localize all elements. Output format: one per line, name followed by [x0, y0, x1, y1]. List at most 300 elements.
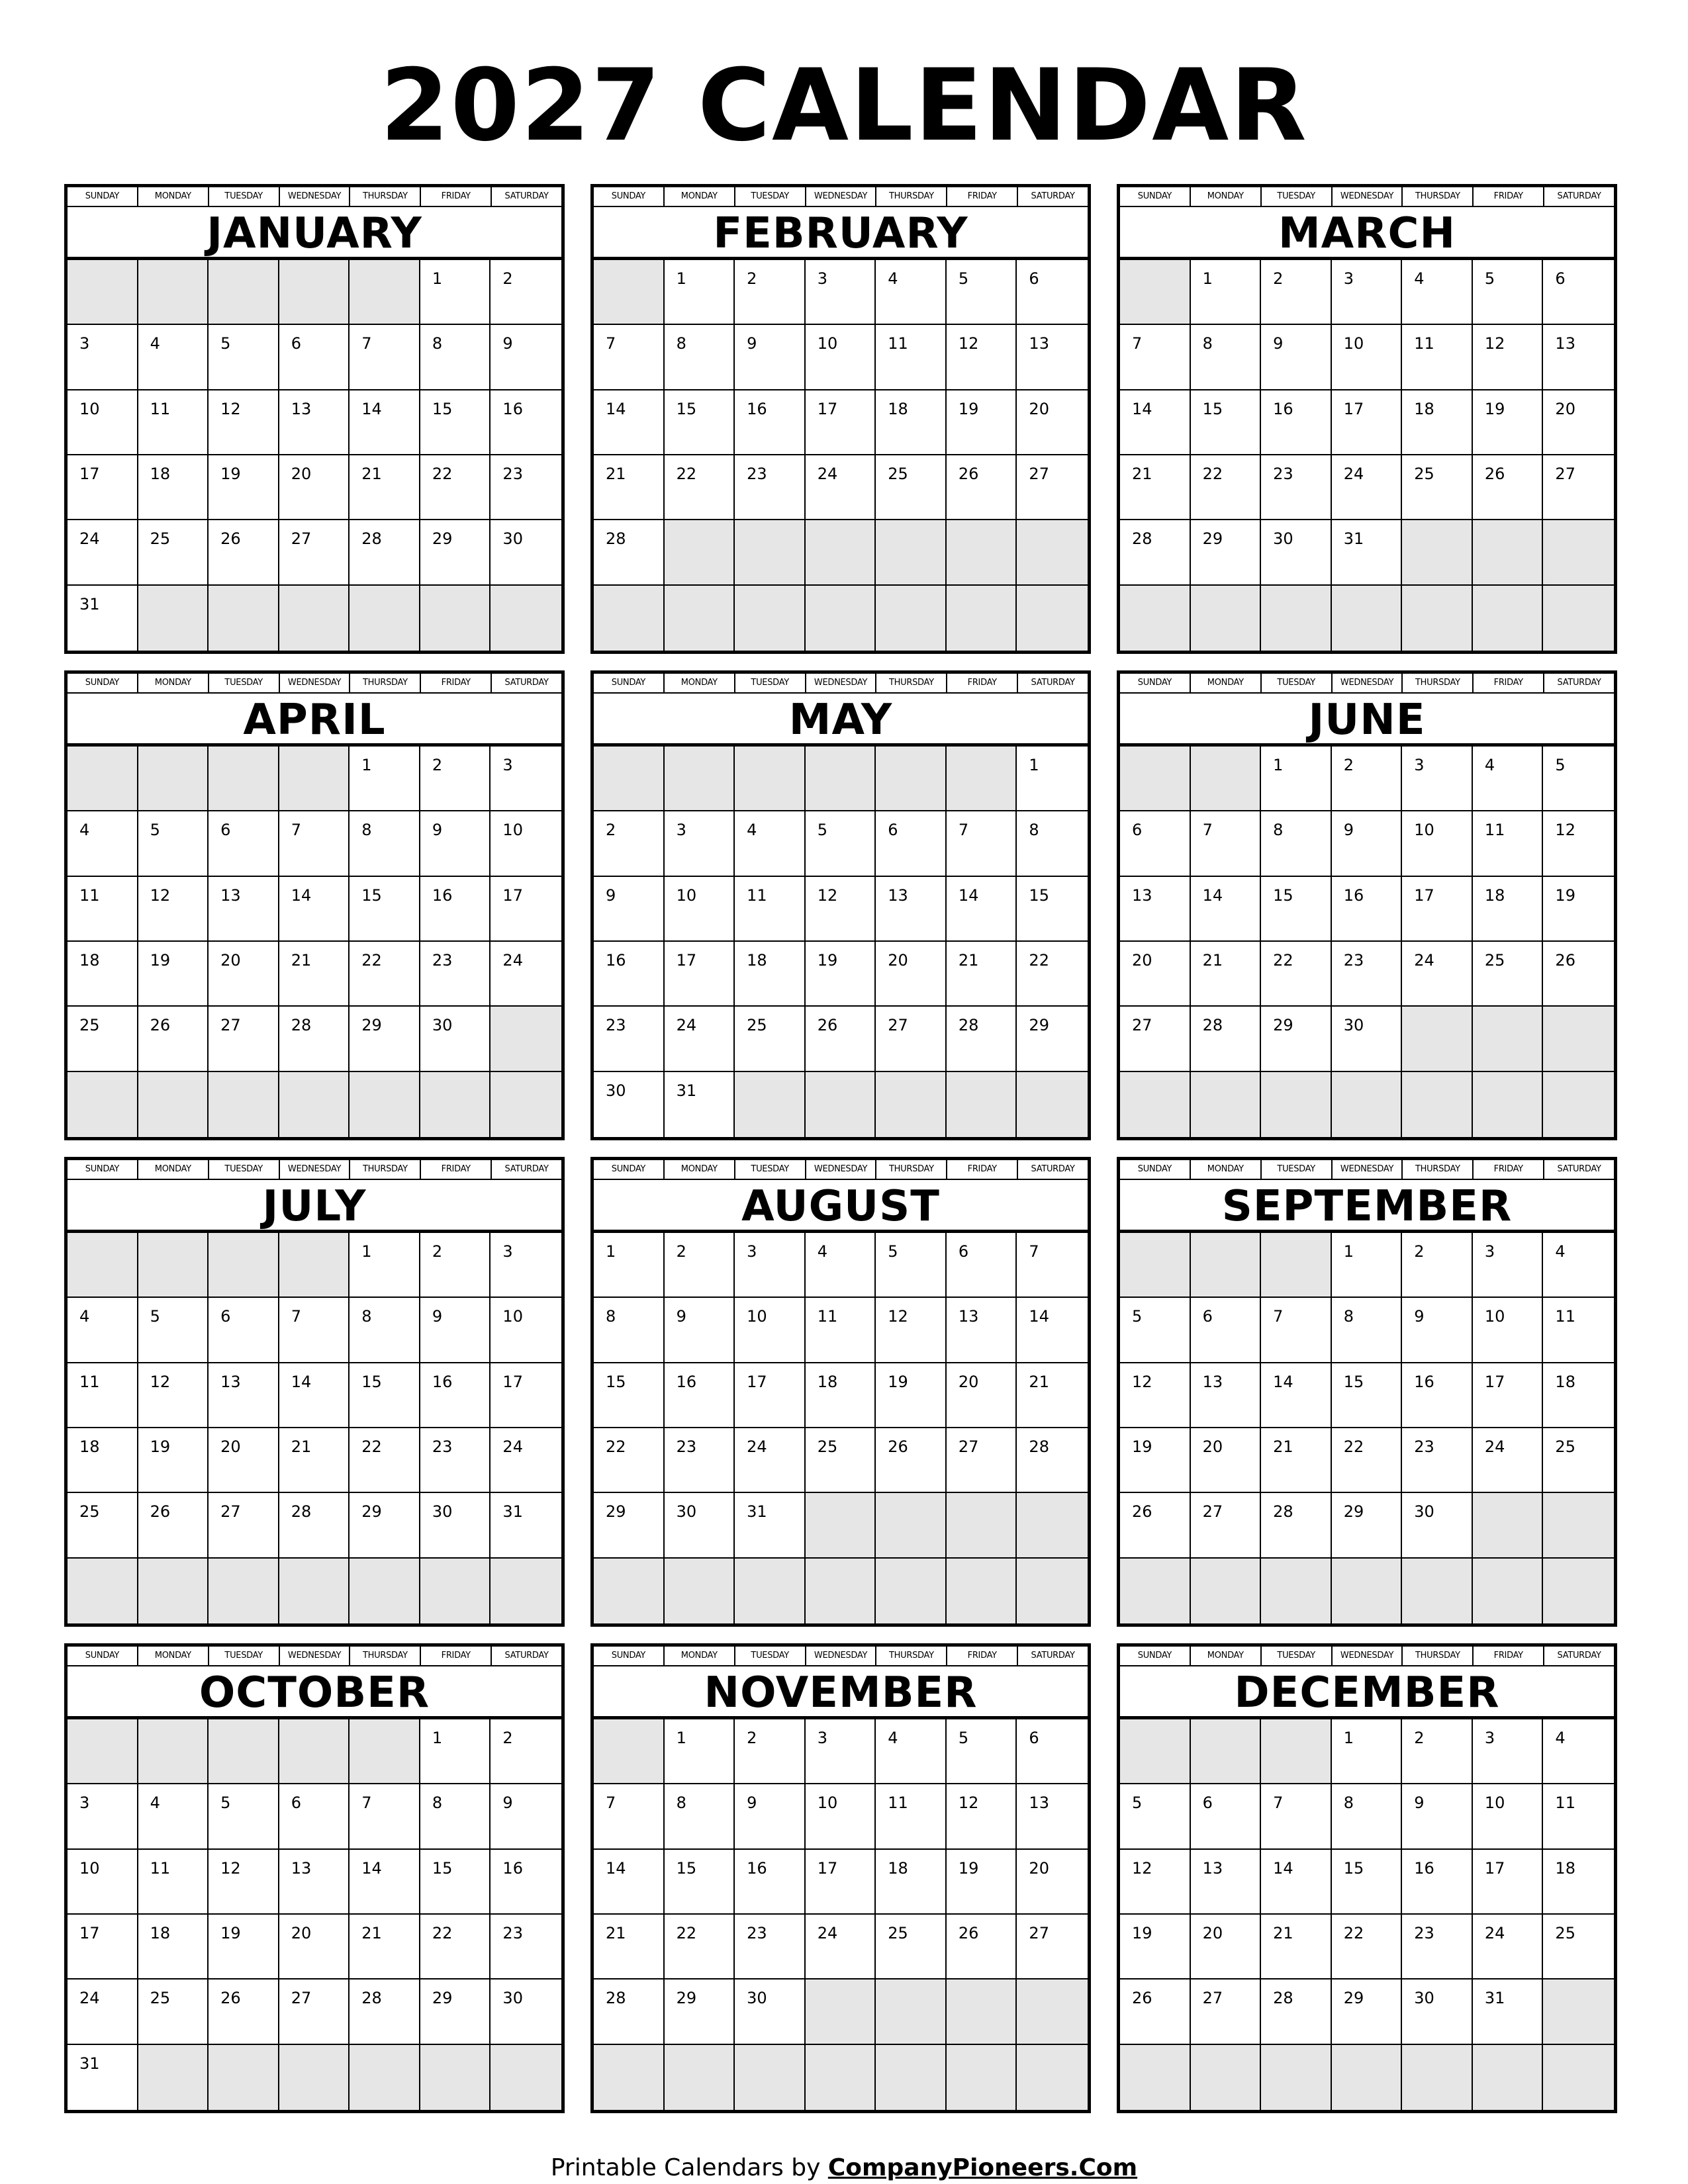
day-cell [1473, 390, 1544, 455]
day-cell [138, 1493, 209, 1558]
empty-day-cell [138, 1559, 209, 1623]
empty-day-cell [665, 747, 735, 811]
empty-day-cell [947, 747, 1017, 811]
day-cell [350, 1007, 420, 1071]
day-number: 18 [79, 1437, 100, 1456]
day-cell [1543, 942, 1614, 1007]
weekday-label: MONDAY [665, 187, 735, 206]
day-number: 4 [1555, 1242, 1566, 1261]
day-number: 3 [79, 334, 90, 353]
weekday-label: SATURDAY [1557, 1164, 1601, 1174]
day-number: 2 [676, 1242, 686, 1261]
day-number: 29 [1273, 1016, 1293, 1035]
empty-day-cell [350, 2045, 420, 2110]
day-cell [665, 1493, 735, 1558]
day-number: 17 [1484, 1372, 1505, 1391]
weekday-header-row [1120, 1160, 1614, 1180]
day-cell [594, 1233, 665, 1298]
day-number: 8 [1343, 1794, 1354, 1813]
day-cell [1332, 390, 1403, 455]
day-number: 21 [361, 465, 382, 483]
day-cell [1261, 1850, 1332, 1915]
day-cell [1543, 1784, 1614, 1849]
day-cell [279, 1363, 350, 1428]
day-cell [279, 520, 350, 585]
day-cell [1191, 1298, 1262, 1363]
day-cell [947, 390, 1017, 455]
weekday-label: FRIDAY [421, 674, 492, 692]
day-number: 3 [817, 269, 827, 288]
weekday-header-row [68, 1647, 561, 1666]
day-cell [68, 1428, 138, 1493]
empty-day-cell [665, 1559, 735, 1623]
empty-day-cell [876, 1072, 947, 1137]
day-cell [350, 390, 420, 455]
day-cell [665, 1915, 735, 1979]
day-number: 13 [958, 1307, 979, 1326]
day-cell [1332, 1719, 1403, 1784]
day-cell [1191, 1784, 1262, 1849]
weekday-label: FRIDAY [947, 1160, 1018, 1179]
day-number: 30 [1343, 1016, 1364, 1035]
day-cell [735, 1719, 806, 1784]
day-cell [1191, 942, 1262, 1007]
day-number: 23 [606, 1016, 626, 1035]
day-number: 20 [1029, 1858, 1049, 1878]
day-cell [876, 811, 947, 876]
day-cell [735, 1493, 806, 1558]
empty-day-cell [1261, 1072, 1332, 1137]
day-cell [1332, 260, 1403, 325]
day-number: 20 [1202, 1437, 1223, 1456]
day-cell [1543, 1428, 1614, 1493]
day-number: 19 [817, 951, 838, 970]
empty-day-cell [68, 1233, 138, 1298]
weekday-label: WEDNESDAY [1333, 674, 1403, 692]
footer-brand-link[interactable]: CompanyPioneers.Com [827, 2154, 1138, 2181]
day-grid [68, 260, 561, 651]
month-february [590, 184, 1091, 654]
day-number: 15 [361, 886, 382, 905]
day-number: 31 [676, 1081, 697, 1100]
month-name: JANUARY [68, 207, 561, 260]
day-number: 17 [1484, 1858, 1505, 1878]
day-number: 2 [1414, 1242, 1425, 1261]
day-number: 28 [291, 1016, 312, 1035]
day-number: 19 [220, 1924, 241, 1942]
day-cell [1473, 1298, 1544, 1363]
empty-day-cell [1332, 1072, 1403, 1137]
day-cell [68, 586, 138, 651]
weekday-label: THURSDAY [350, 1160, 421, 1179]
day-cell [209, 877, 279, 942]
empty-day-cell [876, 1559, 947, 1623]
day-cell [68, 1979, 138, 2044]
day-cell [491, 1493, 561, 1558]
day-cell [209, 325, 279, 390]
empty-day-cell [1402, 520, 1473, 585]
day-number: 7 [1273, 1794, 1284, 1813]
day-number: 8 [1273, 821, 1284, 840]
day-cell [1473, 1784, 1544, 1849]
day-number: 2 [606, 821, 616, 840]
day-cell [1261, 520, 1332, 585]
day-number: 23 [1414, 1437, 1434, 1456]
day-cell [594, 1915, 665, 1979]
day-number: 21 [1273, 1924, 1293, 1942]
day-cell [420, 811, 491, 876]
day-number: 5 [150, 1307, 160, 1326]
weekday-label: SUNDAY [68, 674, 138, 692]
day-number: 16 [1273, 399, 1293, 418]
empty-day-cell [947, 586, 1017, 651]
weekday-label: SATURDAY [1557, 678, 1601, 688]
empty-day-cell [420, 2045, 491, 2110]
day-cell [735, 1784, 806, 1849]
day-cell [491, 747, 561, 811]
day-number: 20 [291, 1924, 312, 1942]
day-number: 9 [606, 886, 616, 905]
day-cell [350, 455, 420, 520]
empty-day-cell [735, 1559, 806, 1623]
day-number: 22 [432, 1924, 453, 1942]
day-number: 9 [1273, 334, 1284, 353]
day-number: 14 [1273, 1858, 1293, 1878]
weekday-label: SATURDAY [1031, 678, 1075, 688]
day-cell [594, 1979, 665, 2044]
day-cell [1261, 260, 1332, 325]
day-cell [1332, 1428, 1403, 1493]
day-cell [1402, 1233, 1473, 1298]
weekday-label: FRIDAY [421, 1160, 492, 1179]
empty-day-cell [1332, 586, 1403, 651]
day-cell [594, 1784, 665, 1849]
day-cell [1017, 325, 1088, 390]
day-number: 27 [220, 1016, 241, 1035]
day-number: 4 [79, 1307, 90, 1326]
empty-day-cell [1543, 586, 1614, 651]
empty-day-cell [279, 260, 350, 325]
day-cell [138, 390, 209, 455]
month-november [590, 1643, 1091, 2113]
day-number: 15 [361, 1372, 382, 1391]
day-number: 11 [888, 1794, 908, 1813]
day-number: 5 [1555, 756, 1566, 774]
day-number: 20 [291, 465, 312, 483]
day-number: 29 [432, 1989, 453, 2008]
day-number: 12 [220, 1858, 241, 1878]
day-cell [1261, 1363, 1332, 1428]
day-number: 18 [1414, 399, 1434, 418]
day-number: 21 [1273, 1437, 1293, 1456]
day-cell [1332, 1363, 1403, 1428]
day-cell [209, 1915, 279, 1979]
day-number: 31 [79, 594, 100, 614]
day-number: 2 [747, 269, 757, 288]
weekday-label: THURSDAY [1403, 674, 1474, 692]
day-cell [1402, 1428, 1473, 1493]
empty-day-cell [1017, 2045, 1088, 2110]
day-cell [1017, 1850, 1088, 1915]
day-number: 23 [502, 465, 523, 483]
day-number: 10 [1343, 334, 1364, 353]
day-number: 4 [888, 1729, 898, 1747]
day-cell [1402, 1915, 1473, 1979]
day-cell [735, 1915, 806, 1979]
weekday-label: SUNDAY [1120, 187, 1191, 206]
day-cell [1402, 455, 1473, 520]
day-number: 2 [1414, 1729, 1425, 1747]
day-cell [876, 1363, 947, 1428]
day-cell [279, 1007, 350, 1071]
empty-day-cell [209, 2045, 279, 2110]
day-cell [279, 1428, 350, 1493]
day-number: 28 [361, 529, 382, 549]
day-cell [350, 811, 420, 876]
weekday-label: MONDAY [1191, 674, 1262, 692]
empty-day-cell [1120, 1719, 1191, 1784]
weekday-label: TUESDAY [209, 187, 280, 206]
day-number: 24 [817, 465, 838, 483]
empty-day-cell [279, 2045, 350, 2110]
day-number: 11 [150, 399, 171, 418]
day-number: 19 [1555, 886, 1575, 905]
weekday-label: TUESDAY [735, 1647, 806, 1665]
day-number: 26 [958, 465, 979, 483]
day-number: 13 [1202, 1858, 1223, 1878]
day-number: 20 [1555, 399, 1575, 418]
day-cell [876, 455, 947, 520]
day-number: 10 [79, 1858, 100, 1878]
day-cell [350, 1915, 420, 1979]
empty-day-cell [947, 1979, 1017, 2044]
day-cell [1017, 877, 1088, 942]
day-cell [735, 1428, 806, 1493]
day-cell [1120, 1363, 1191, 1428]
day-cell [209, 1850, 279, 1915]
empty-day-cell [1120, 747, 1191, 811]
day-cell [491, 877, 561, 942]
day-cell [350, 520, 420, 585]
day-number: 21 [1029, 1372, 1049, 1391]
empty-day-cell [1191, 2045, 1262, 2110]
day-number: 20 [888, 951, 908, 970]
empty-day-cell [68, 260, 138, 325]
weekday-label: SATURDAY [1031, 1651, 1075, 1661]
day-number: 5 [1132, 1307, 1143, 1326]
day-cell [665, 877, 735, 942]
day-number: 16 [502, 1858, 523, 1878]
day-number: 29 [676, 1989, 697, 2008]
day-cell [491, 1298, 561, 1363]
empty-day-cell [491, 2045, 561, 2110]
day-cell [735, 942, 806, 1007]
weekday-label: TUESDAY [735, 674, 806, 692]
day-number: 14 [1029, 1307, 1049, 1326]
day-number: 20 [1202, 1924, 1223, 1942]
day-number: 5 [1484, 269, 1495, 288]
day-cell [491, 1233, 561, 1298]
day-cell [350, 877, 420, 942]
day-number: 11 [817, 1307, 838, 1326]
day-cell [735, 877, 806, 942]
day-number: 6 [291, 1794, 301, 1813]
day-number: 21 [1132, 465, 1152, 483]
day-number: 28 [1132, 529, 1152, 549]
day-grid [68, 1233, 561, 1623]
day-number: 16 [432, 1372, 453, 1391]
day-number: 12 [150, 1372, 171, 1391]
day-cell [876, 942, 947, 1007]
empty-day-cell [1543, 1493, 1614, 1558]
day-cell [68, 1784, 138, 1849]
day-number: 2 [502, 269, 513, 288]
day-number: 13 [291, 1858, 312, 1878]
day-number: 12 [1484, 334, 1505, 353]
day-number: 20 [958, 1372, 979, 1391]
day-number: 19 [150, 1437, 171, 1456]
empty-day-cell [350, 1072, 420, 1137]
day-number: 2 [432, 1242, 443, 1261]
day-number: 4 [79, 821, 90, 840]
day-cell [1191, 1493, 1262, 1558]
day-cell [1473, 1428, 1544, 1493]
day-cell [1120, 325, 1191, 390]
day-cell [1191, 1363, 1262, 1428]
day-number: 21 [958, 951, 979, 970]
day-number: 17 [1343, 399, 1364, 418]
empty-day-cell [1120, 2045, 1191, 2110]
day-number: 24 [1414, 951, 1434, 970]
day-cell [1261, 1784, 1332, 1849]
day-number: 10 [1484, 1794, 1505, 1813]
day-cell [138, 1784, 209, 1849]
day-number: 13 [1202, 1372, 1223, 1391]
empty-day-cell [594, 586, 665, 651]
day-number: 27 [220, 1502, 241, 1522]
day-cell [1191, 1850, 1262, 1915]
day-grid [1120, 260, 1614, 651]
empty-day-cell [491, 1007, 561, 1071]
day-number: 4 [150, 1794, 160, 1813]
day-cell [1017, 1298, 1088, 1363]
day-cell [350, 1493, 420, 1558]
weekday-header-row [1120, 187, 1614, 207]
day-number: 26 [817, 1016, 838, 1035]
day-number: 11 [747, 886, 767, 905]
month-name: JULY [68, 1180, 561, 1233]
day-number: 17 [79, 1924, 100, 1942]
empty-day-cell [138, 1233, 209, 1298]
day-number: 25 [150, 1989, 171, 2008]
empty-day-cell [1402, 2045, 1473, 2110]
empty-day-cell [1402, 1559, 1473, 1623]
day-cell [1017, 747, 1088, 811]
day-number: 4 [1484, 756, 1495, 774]
day-cell [1017, 1428, 1088, 1493]
day-cell [1332, 811, 1403, 876]
day-cell [491, 455, 561, 520]
day-cell [594, 1850, 665, 1915]
day-number: 9 [676, 1307, 686, 1326]
day-number: 27 [291, 1989, 312, 2008]
day-cell [279, 877, 350, 942]
day-number: 11 [1555, 1307, 1575, 1326]
day-cell [1261, 747, 1332, 811]
day-number: 6 [1029, 269, 1039, 288]
day-number: 5 [150, 821, 160, 840]
weekday-label: THURSDAY [350, 674, 421, 692]
day-number: 18 [150, 465, 171, 483]
day-number: 16 [747, 1858, 767, 1878]
day-number: 9 [432, 1307, 443, 1326]
day-number: 10 [817, 334, 838, 353]
day-number: 31 [79, 2054, 100, 2073]
day-cell [665, 1719, 735, 1784]
day-cell [947, 877, 1017, 942]
day-number: 12 [1555, 821, 1575, 840]
day-number: 26 [888, 1437, 908, 1456]
day-number: 21 [1202, 951, 1223, 970]
day-number: 12 [150, 886, 171, 905]
day-number: 24 [502, 1437, 523, 1456]
month-april [64, 670, 565, 1140]
day-number: 10 [676, 886, 697, 905]
day-cell [1120, 455, 1191, 520]
day-cell [279, 390, 350, 455]
empty-day-cell [420, 1559, 491, 1623]
empty-day-cell [735, 747, 806, 811]
day-number: 17 [1414, 886, 1434, 905]
day-number: 4 [150, 334, 160, 353]
day-number: 8 [361, 821, 372, 840]
empty-day-cell [735, 2045, 806, 2110]
empty-day-cell [594, 1559, 665, 1623]
month-january [64, 184, 565, 654]
empty-day-cell [1543, 1072, 1614, 1137]
day-number: 27 [1202, 1989, 1223, 2008]
empty-day-cell [1017, 520, 1088, 585]
empty-day-cell [1473, 1007, 1544, 1071]
day-cell [806, 260, 876, 325]
empty-day-cell [1191, 1233, 1262, 1298]
day-number: 7 [958, 821, 969, 840]
weekday-header-row [594, 187, 1088, 207]
day-cell [138, 455, 209, 520]
day-cell [1017, 455, 1088, 520]
day-cell [806, 1784, 876, 1849]
day-number: 18 [888, 399, 908, 418]
empty-day-cell [594, 260, 665, 325]
day-number: 22 [676, 1924, 697, 1942]
month-december [1117, 1643, 1617, 2113]
day-cell [420, 520, 491, 585]
day-cell [806, 1007, 876, 1071]
day-cell [1332, 1233, 1403, 1298]
weekday-label: SATURDAY [504, 1651, 549, 1661]
day-cell [1191, 1428, 1262, 1493]
weekday-header-row [594, 674, 1088, 694]
day-number: 30 [1414, 1502, 1434, 1522]
day-number: 7 [1273, 1307, 1284, 1326]
day-number: 22 [1029, 951, 1049, 970]
day-number: 19 [1484, 399, 1505, 418]
day-number: 25 [1484, 951, 1505, 970]
month-august [590, 1157, 1091, 1627]
day-cell [806, 942, 876, 1007]
day-cell [594, 1363, 665, 1428]
day-number: 8 [1029, 821, 1039, 840]
